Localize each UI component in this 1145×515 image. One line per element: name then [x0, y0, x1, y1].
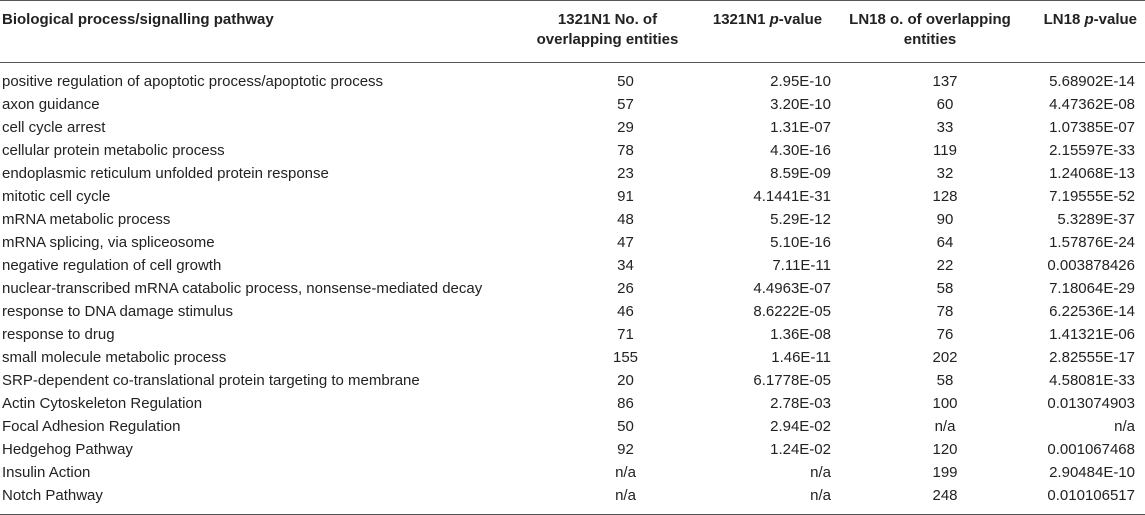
n1321-pvalue-cell: 4.4963E-07 [753, 280, 831, 297]
table-row [0, 301, 1145, 324]
ln18-pvalue-cell: 1.24068E-13 [1049, 165, 1135, 182]
ln18-count-cell: 58 [936, 372, 954, 389]
table-row [0, 485, 1145, 515]
table-row [0, 347, 1145, 370]
process-name-cell: response to drug [2, 326, 115, 343]
process-name-cell: SRP-dependent co-translational protein targeting to membrane [2, 372, 420, 389]
ln18-pvalue-cell: 0.013074903 [1047, 395, 1135, 412]
process-name-cell: cell cycle arrest [2, 119, 106, 136]
n1321-count-cell: 48 [617, 211, 634, 228]
n1321-pvalue-cell: 4.1441E-31 [753, 188, 831, 205]
ln18-count-cell: 78 [936, 303, 954, 320]
ln18-count-cell: 33 [936, 119, 954, 136]
ln18-count-cell: 58 [936, 280, 954, 297]
n1321-count-cell: 46 [617, 303, 634, 320]
table-row [0, 209, 1145, 232]
process-name-cell: Focal Adhesion Regulation [2, 418, 181, 435]
process-name-cell: nuclear-transcribed mRNA catabolic process, nonsense-mediated decay [2, 280, 483, 297]
ln18-count-cell: 137 [932, 73, 958, 90]
table-row [0, 163, 1145, 186]
n1321-count-cell: n/a [615, 464, 636, 481]
n1321-pvalue-cell: 5.29E-12 [770, 211, 831, 228]
table-row [0, 324, 1145, 347]
process-name-cell: response to DNA damage stimulus [2, 303, 233, 320]
n1321-count-cell: 20 [617, 372, 634, 389]
ln18-pvalue-cell: 0.001067468 [1047, 441, 1135, 458]
header-text: LN18 o. of overlapping entities [849, 11, 1011, 48]
table-row [0, 393, 1145, 416]
ln18-count-cell: n/a [934, 418, 956, 435]
ln18-pvalue-cell: 1.57876E-24 [1049, 234, 1135, 251]
header-text-suffix: -value [1093, 11, 1137, 28]
table-row [0, 462, 1145, 485]
ln18-pvalue-cell: 1.41321E-06 [1049, 326, 1135, 343]
table-row [0, 439, 1145, 462]
table-header [0, 1, 1145, 63]
n1321-count-cell: 47 [617, 234, 634, 251]
n1321-count-cell: 86 [617, 395, 634, 412]
n1321-count-cell: 91 [617, 188, 634, 205]
ln18-pvalue-cell: 5.3289E-37 [1057, 211, 1135, 228]
table-row [0, 278, 1145, 301]
n1321-pvalue-cell: 5.10E-16 [770, 234, 831, 251]
table-row [0, 94, 1145, 117]
header-ln18-count [845, 1, 1015, 63]
table-row [0, 63, 1145, 94]
header-text-suffix: -value [778, 11, 823, 28]
process-name-cell: negative regulation of cell growth [2, 257, 222, 274]
ln18-count-cell: 32 [936, 165, 954, 182]
n1321-pvalue-cell: 4.30E-16 [770, 142, 831, 159]
process-name-cell: Actin Cytoskeleton Regulation [2, 395, 203, 412]
ln18-count-cell: 199 [932, 464, 958, 481]
table-row [0, 117, 1145, 140]
n1321-count-cell: 92 [617, 441, 634, 458]
n1321-count-cell: 78 [617, 142, 634, 159]
n1321-count-cell: 50 [617, 418, 634, 435]
header-1321n1-pvalue [690, 1, 845, 63]
n1321-pvalue-cell: 8.59E-09 [770, 165, 831, 182]
header-process [0, 1, 525, 63]
header-text: 1321N1 [712, 11, 770, 28]
process-name-cell: small molecule metabolic process [2, 349, 227, 366]
ln18-pvalue-cell: 7.18064E-29 [1049, 280, 1135, 297]
ln18-pvalue-cell: 0.010106517 [1047, 487, 1135, 504]
ln18-pvalue-cell: 1.07385E-07 [1049, 119, 1135, 136]
n1321-pvalue-cell: 2.94E-02 [770, 418, 831, 435]
n1321-count-cell: n/a [615, 487, 636, 504]
n1321-count-cell: 29 [617, 119, 634, 136]
n1321-pvalue-cell: 8.6222E-05 [753, 303, 831, 320]
n1321-pvalue-cell: n/a [810, 487, 831, 504]
n1321-pvalue-cell: 2.78E-03 [770, 395, 831, 412]
table-row [0, 140, 1145, 163]
header-italic-text: p [1084, 11, 1094, 28]
n1321-pvalue-cell: 1.31E-07 [770, 119, 831, 136]
n1321-count-cell: 34 [617, 257, 634, 274]
n1321-count-cell: 57 [617, 96, 634, 113]
header-text: LN18 [1043, 11, 1085, 28]
table-row [0, 255, 1145, 278]
n1321-count-cell: 23 [617, 165, 634, 182]
header-italic-text: p [769, 11, 779, 28]
n1321-pvalue-cell: 3.20E-10 [770, 96, 831, 113]
ln18-count-cell: 120 [932, 441, 958, 458]
process-name-cell: Hedgehog Pathway [2, 441, 133, 458]
process-name-cell: positive regulation of apoptotic process/apoptotic process [2, 73, 384, 90]
ln18-pvalue-cell: 7.19555E-52 [1049, 188, 1135, 205]
header-ln18-pvalue [1015, 1, 1145, 63]
n1321-pvalue-cell: 2.95E-10 [770, 73, 831, 90]
ln18-count-cell: 90 [936, 211, 954, 228]
ln18-count-cell: 76 [936, 326, 954, 343]
n1321-count-cell: 155 [612, 349, 639, 366]
ln18-count-cell: 22 [936, 257, 954, 274]
ln18-count-cell: 128 [932, 188, 958, 205]
process-name-cell: Notch Pathway [2, 487, 103, 504]
process-name-cell: endoplasmic reticulum unfolded protein response [2, 165, 329, 182]
n1321-pvalue-cell: 1.46E-11 [771, 349, 831, 366]
ln18-count-cell: 248 [932, 487, 958, 504]
process-name-cell: mRNA splicing, via spliceosome [2, 234, 215, 251]
n1321-count-cell: 71 [617, 326, 634, 343]
process-name-cell: mitotic cell cycle [2, 188, 111, 205]
ln18-pvalue-cell: 0.003878426 [1047, 257, 1135, 274]
table-row [0, 370, 1145, 393]
ln18-pvalue-cell: 2.15597E-33 [1049, 142, 1135, 159]
process-name-cell: Insulin Action [2, 464, 91, 481]
process-name-cell: axon guidance [2, 96, 100, 113]
ln18-count-cell: 100 [932, 395, 958, 412]
ln18-pvalue-cell: 5.68902E-14 [1049, 73, 1135, 90]
header-row [0, 1, 1145, 63]
ln18-pvalue-cell: 2.82555E-17 [1049, 349, 1135, 366]
ln18-pvalue-cell: 4.58081E-33 [1049, 372, 1135, 389]
header-text: 1321N1 No. of overlapping entities [536, 11, 679, 48]
table-row [0, 416, 1145, 439]
n1321-pvalue-cell: 1.24E-02 [770, 441, 831, 458]
ln18-pvalue-cell: 2.90484E-10 [1049, 464, 1135, 481]
process-name-cell: cellular protein metabolic process [2, 142, 225, 159]
ln18-count-cell: 202 [932, 349, 958, 366]
process-name-cell: mRNA metabolic process [2, 211, 171, 228]
n1321-pvalue-cell: 6.1778E-05 [753, 372, 831, 389]
ln18-pvalue-cell: 4.47362E-08 [1049, 96, 1135, 113]
ln18-count-cell: 119 [933, 142, 957, 159]
ln18-pvalue-cell: 6.22536E-14 [1049, 303, 1135, 320]
ln18-count-cell: 64 [936, 234, 954, 251]
ln18-count-cell: 60 [936, 96, 954, 113]
table-row [0, 186, 1145, 209]
header-text: Biological process/signalling pathway [2, 11, 274, 28]
n1321-count-cell: 50 [617, 73, 634, 90]
n1321-pvalue-cell: 7.11E-11 [772, 257, 831, 274]
n1321-pvalue-cell: n/a [810, 464, 831, 481]
table-body [0, 63, 1145, 515]
header-1321n1-count [525, 1, 690, 63]
table-row [0, 232, 1145, 255]
ln18-pvalue-cell: n/a [1114, 418, 1135, 435]
n1321-pvalue-cell: 1.36E-08 [770, 326, 831, 343]
n1321-count-cell: 26 [617, 280, 634, 297]
